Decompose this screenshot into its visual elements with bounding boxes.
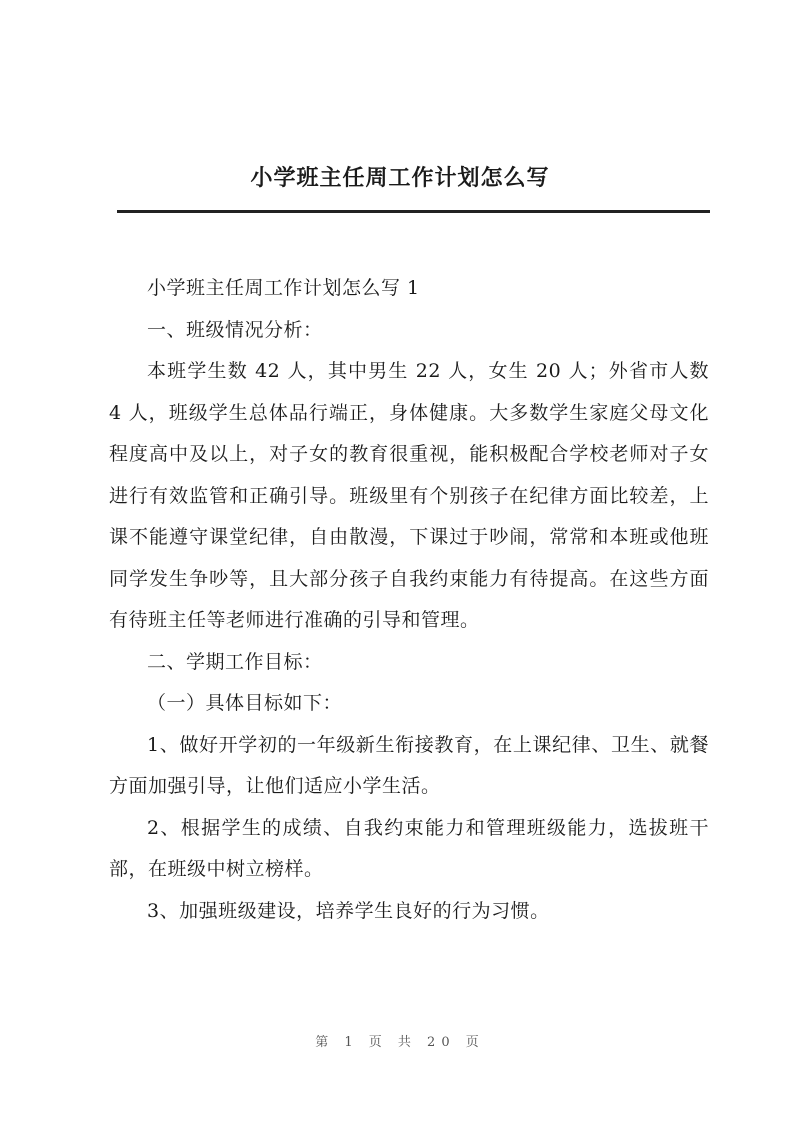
section-heading: （一）具体目标如下： — [147, 692, 343, 714]
document-body — [109, 268, 709, 932]
section-heading: 一、班级情况分析： — [147, 318, 323, 341]
document-title: 小学班主任周工作计划怎么写 — [250, 165, 550, 191]
title-divider — [117, 210, 710, 213]
section-heading: 二、学期工作目标： — [147, 650, 323, 673]
paragraph: 本班学生数 42 人，其中男生 22 人，女生 20 人；外省市人数 4 人，班级学生总体品行端正，身体健康。大多数学生家庭父母文化程度高中及以上，对子女的教育很重视，能积极配合学校老师对子女进行有效监管和正确引导。班级里有个别孩子在纪律方面比较差，上课不能遵守课堂纪律，自由散漫，下课过于吵闹，常常和本班或他班同学发生争吵等，且大部分孩子自我约束能力有待提高。在这些方面有待班主任等老师进行准确的引导和管理。 — [109, 360, 709, 631]
list-item: 3、加强班级建设，培养学生良好的行为习惯。 — [147, 899, 550, 922]
section-heading: 小学班主任周工作计划怎么写 1 — [147, 277, 420, 299]
list-item: 2、根据学生的成绩、自我约束能力和管理班级能力，选拔班干部，在班级中树立榜样。 — [109, 816, 709, 880]
page-number: 第 1 页 共 20 页 — [315, 1035, 485, 1050]
list-item: 1、做好开学初的一年级新生衔接教育，在上课纪律、卫生、就餐方面加强引导，让他们适应小学生活。 — [109, 733, 709, 797]
